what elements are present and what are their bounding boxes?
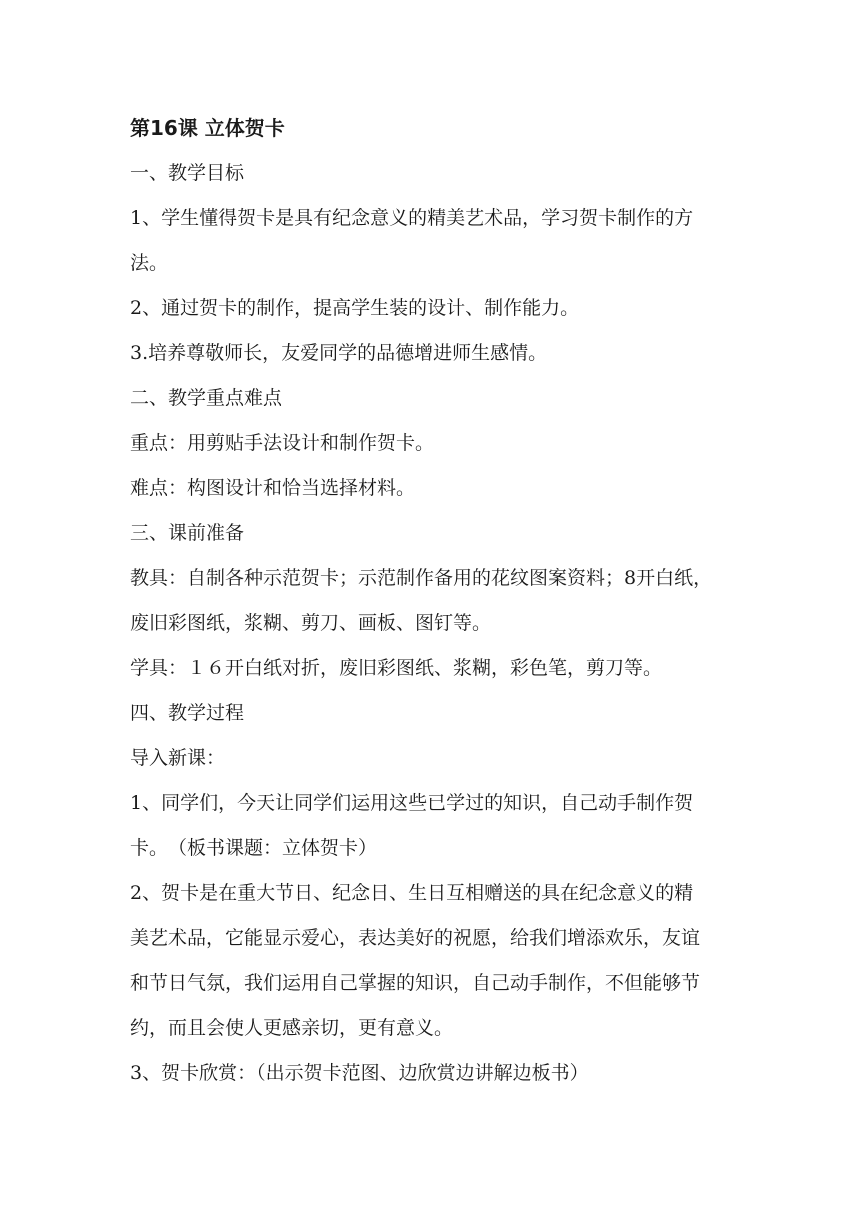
paragraph-line: 卡。 （板书课题：立体贺卡） [130,837,378,859]
heading-process: 四、教学过程 [130,702,245,724]
heading-objectives: 一、教学目标 [130,162,245,184]
paragraph-line: 重点：用剪贴手法设计和制作贺卡。 [130,432,435,454]
paragraph-line: 导入新课： [130,747,226,769]
document-page [130,108,736,1098]
heading-preparation: 三、课前准备 [130,522,245,544]
paragraph-line: 3.培养尊敬师长，友爱同学的品德增进师生感情。 [130,342,548,364]
paragraph-line: 1、学生懂得贺卡是具有纪念意义的精美艺术品，学习贺卡制作的方 [130,207,694,229]
paragraph-line: 美艺术品，它能显示爱心，表达美好的祝愿，给我们增添欢乐，友谊 [130,927,701,949]
paragraph-line: 教具：自制各种示范贺卡；示范制作备用的花纹图案资料；8开白纸， [130,567,713,589]
paragraph-line: 学具：１６开白纸对折，废旧彩图纸、浆糊，彩色笔，剪刀等。 [130,657,663,679]
paragraph-line: 约，而且会使人更感亲切，更有意义。 [130,1017,454,1039]
paragraph-line: 2、通过贺卡的制作，提高学生装的设计、制作能力。 [130,297,580,319]
paragraph-line: 和节日气氛，我们运用自己掌握的知识，自己动手制作，不但能够节 [130,972,701,994]
heading-key-points: 二、教学重点难点 [130,387,283,409]
paragraph-line: 法。 [130,252,169,274]
paragraph-line: 2、贺卡是在重大节日、纪念日、生日互相赠送的具在纪念意义的精 [130,882,694,904]
paragraph-line: 废旧彩图纸，浆糊、剪刀、画板、图钉等。 [130,612,492,634]
lesson-title: 第16课 立体贺卡 [130,116,285,140]
paragraph-line: 1、同学们，今天让同学们运用这些已学过的知识，自己动手制作贺 [130,792,694,814]
paragraph-line: 3、贺卡欣赏：（出示贺卡范图、边欣赏边讲解边板书） [130,1062,589,1084]
paragraph-line: 难点：构图设计和恰当选择材料。 [130,477,416,499]
